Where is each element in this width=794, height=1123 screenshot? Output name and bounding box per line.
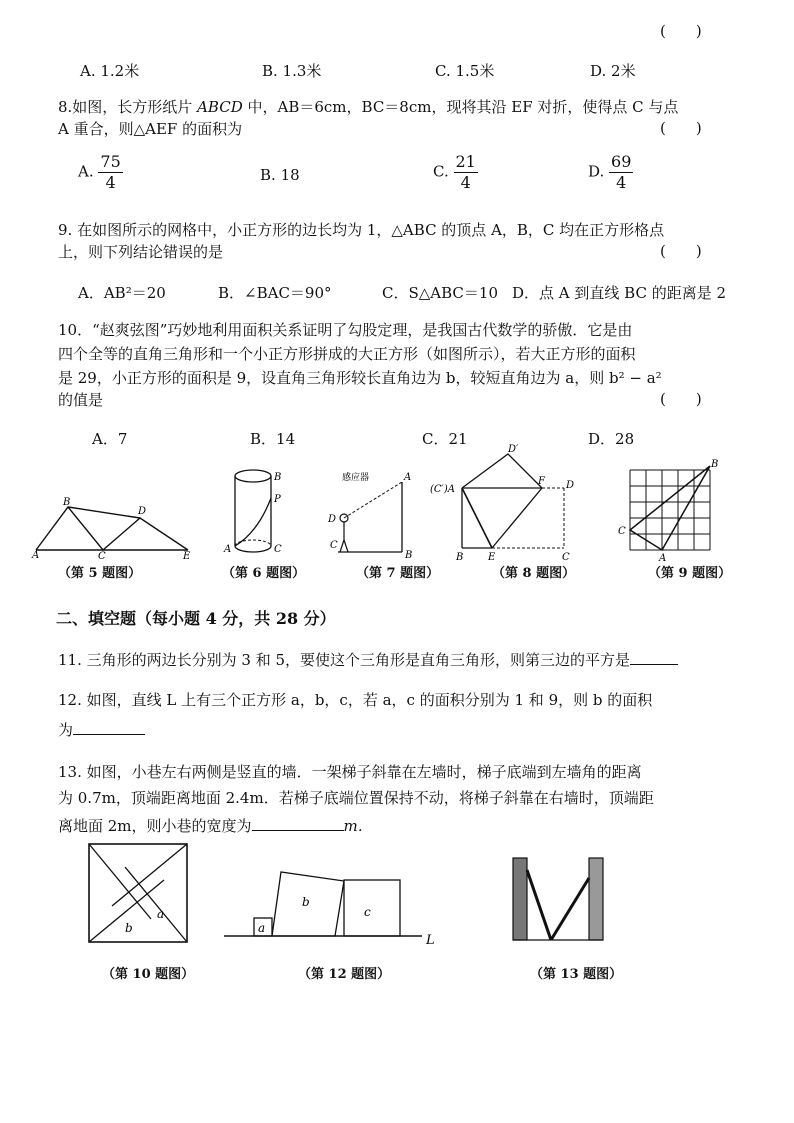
- fig10-label-b: b: [125, 921, 133, 935]
- q10-option-b: B．14: [250, 430, 296, 448]
- fig12-label-c: c: [364, 905, 371, 919]
- q8-line1: 8.如图，长方形纸片 ABCD 中，AB＝6cm，BC＝8cm，现将其沿 EF 对折，使得点 C 与点: [58, 98, 679, 116]
- fig8-label-d-prime: D′: [508, 444, 519, 455]
- q10-option-d: D．28: [588, 430, 635, 448]
- fig9-label-b: B: [711, 459, 719, 470]
- fig5-label-c: C: [98, 551, 106, 560]
- fig5-label-b: B: [63, 497, 71, 508]
- q10-line4: 的值是: [58, 391, 104, 409]
- q10-line3: 是 29，小正方形的面积是 9，设直角三角形较长直角边为 b，较短直角边为 a，则 b² − a²: [58, 369, 662, 387]
- top-option-a: A. 1.2米: [80, 62, 140, 80]
- fig8-folded-rectangle: [428, 444, 578, 564]
- fig12-label-b: b: [302, 895, 310, 909]
- fig7-sensor-diagram: [322, 468, 417, 560]
- q13-line1: 13. 如图，小巷左右两侧是竖直的墙．一架梯子斜靠在左墙时，梯子底端到左墙角的距离: [58, 763, 642, 781]
- q9-option-b: B．∠BAC＝90°: [218, 284, 332, 302]
- fig8-label-d: D: [566, 480, 575, 491]
- q8-answer-paren: ( ): [660, 119, 702, 137]
- q9-option-c: C．S△ABC＝10: [382, 284, 498, 302]
- fig10-caption: （第 10 题图）: [102, 967, 195, 982]
- fig5-label-e: E: [183, 551, 191, 560]
- fig8-label-c-prime-a: (C′)A: [430, 484, 455, 495]
- fig6-label-p: P: [274, 494, 281, 505]
- q13-line3: 离地面 2m，则小巷的宽度为 m．: [58, 812, 373, 838]
- fig7-label-a: A: [404, 472, 412, 483]
- fig5-label-d: D: [138, 506, 147, 517]
- q12-line2: 为: [58, 716, 145, 742]
- top-answer-paren: ( ): [660, 22, 702, 40]
- q11-answer-blank: [630, 646, 678, 665]
- fig8-caption: （第 8 题图）: [492, 566, 576, 581]
- top-option-b: B. 1.3米: [262, 62, 322, 80]
- fig6-cylinder: [218, 462, 293, 562]
- q11-text: 11. 三角形的两边长分别为 3 和 5，要使这个三角形是直角三角形，则第三边的平方是: [58, 646, 678, 672]
- q9-option-a: A．AB²＝20: [78, 284, 166, 302]
- fig13-alley-ladder: [505, 856, 615, 946]
- fig7-label-d: D: [328, 514, 337, 525]
- q10-option-c: C．21: [422, 430, 468, 448]
- q8-option-b: B. 18: [260, 166, 300, 184]
- fig6-label-c: C: [274, 544, 282, 555]
- fig7-sensor-label: 感应器: [342, 473, 370, 483]
- fig6-caption: （第 6 题图）: [222, 566, 306, 581]
- q9-line1: 9. 在如图所示的网格中，小正方形的边长均为 1，△ABC 的顶点 A，B，C 均在正方形格点: [58, 221, 665, 239]
- q8-option-a: A. $\frac{75}{4}$: [78, 152, 121, 192]
- q10-option-a: A．7: [92, 430, 128, 448]
- fig10-zhao-shuang-diagram: [85, 840, 193, 948]
- q9-option-d: D．点 A 到直线 BC 的距离是 2: [512, 284, 727, 302]
- q13-line2: 为 0.7m，顶端距离地面 2.4m．若梯子底端位置保持不动，将梯子斜靠在右墙时，顶端距: [58, 789, 654, 807]
- fig9-grid: [612, 458, 727, 563]
- fig8-label-f: F: [538, 476, 545, 487]
- fig5-label-a: A: [32, 550, 40, 560]
- q12-line1: 12. 如图，直线 L 上有三个正方形 a，b，c，若 a，c 的面积分别为 1 和 9，则 b 的面积: [58, 691, 653, 709]
- fig8-label-e: E: [488, 552, 496, 563]
- fig9-caption: （第 9 题图）: [648, 566, 732, 581]
- q8-option-d: D. $\frac{69}{4}$: [588, 152, 632, 192]
- q10-line2: 四个全等的直角三角形和一个小正方形拼成的大正方形（如图所示），若大正方形的面积: [58, 345, 636, 363]
- fig13-caption: （第 13 题图）: [530, 967, 623, 982]
- q9-line2: 上，则下列结论错误的是: [58, 243, 224, 261]
- q10-line1: 10．“赵爽弦图”巧妙地利用面积关系证明了勾股定理，是我国古代数学的骄傲．它是由: [58, 321, 633, 339]
- fig9-label-c: C: [618, 526, 626, 537]
- fig12-squares-on-line: [222, 860, 444, 952]
- q13-answer-blank: [252, 812, 344, 831]
- top-option-d: D. 2米: [590, 62, 636, 80]
- q12-answer-blank: [73, 716, 145, 735]
- fig8-label-b: B: [456, 552, 464, 563]
- fig12-label-a: a: [258, 921, 266, 935]
- fig5-diagram: [28, 495, 198, 560]
- top-option-c: C. 1.5米: [435, 62, 495, 80]
- q8-option-c: C. $\frac{21}{4}$: [433, 152, 476, 192]
- fig12-caption: （第 12 题图）: [298, 967, 391, 982]
- section2-title: 二、填空题（每小题 4 分，共 28 分）: [56, 609, 336, 628]
- fig9-label-a: A: [659, 553, 667, 563]
- fig7-label-b: B: [405, 550, 413, 560]
- fig6-label-b: B: [274, 472, 282, 483]
- fig5-caption: （第 5 题图）: [58, 566, 142, 581]
- fig12-label-l: L: [426, 933, 435, 948]
- fig6-label-a: A: [224, 544, 232, 555]
- q9-answer-paren: ( ): [660, 242, 702, 260]
- q8-line2: A 重合，则△AEF 的面积为: [58, 120, 243, 138]
- q10-answer-paren: ( ): [660, 390, 702, 408]
- fig10-label-a: a: [157, 907, 165, 921]
- fig7-label-c: C: [330, 540, 338, 551]
- fig8-label-c: C: [562, 552, 570, 563]
- fig7-caption: （第 7 题图）: [356, 566, 440, 581]
